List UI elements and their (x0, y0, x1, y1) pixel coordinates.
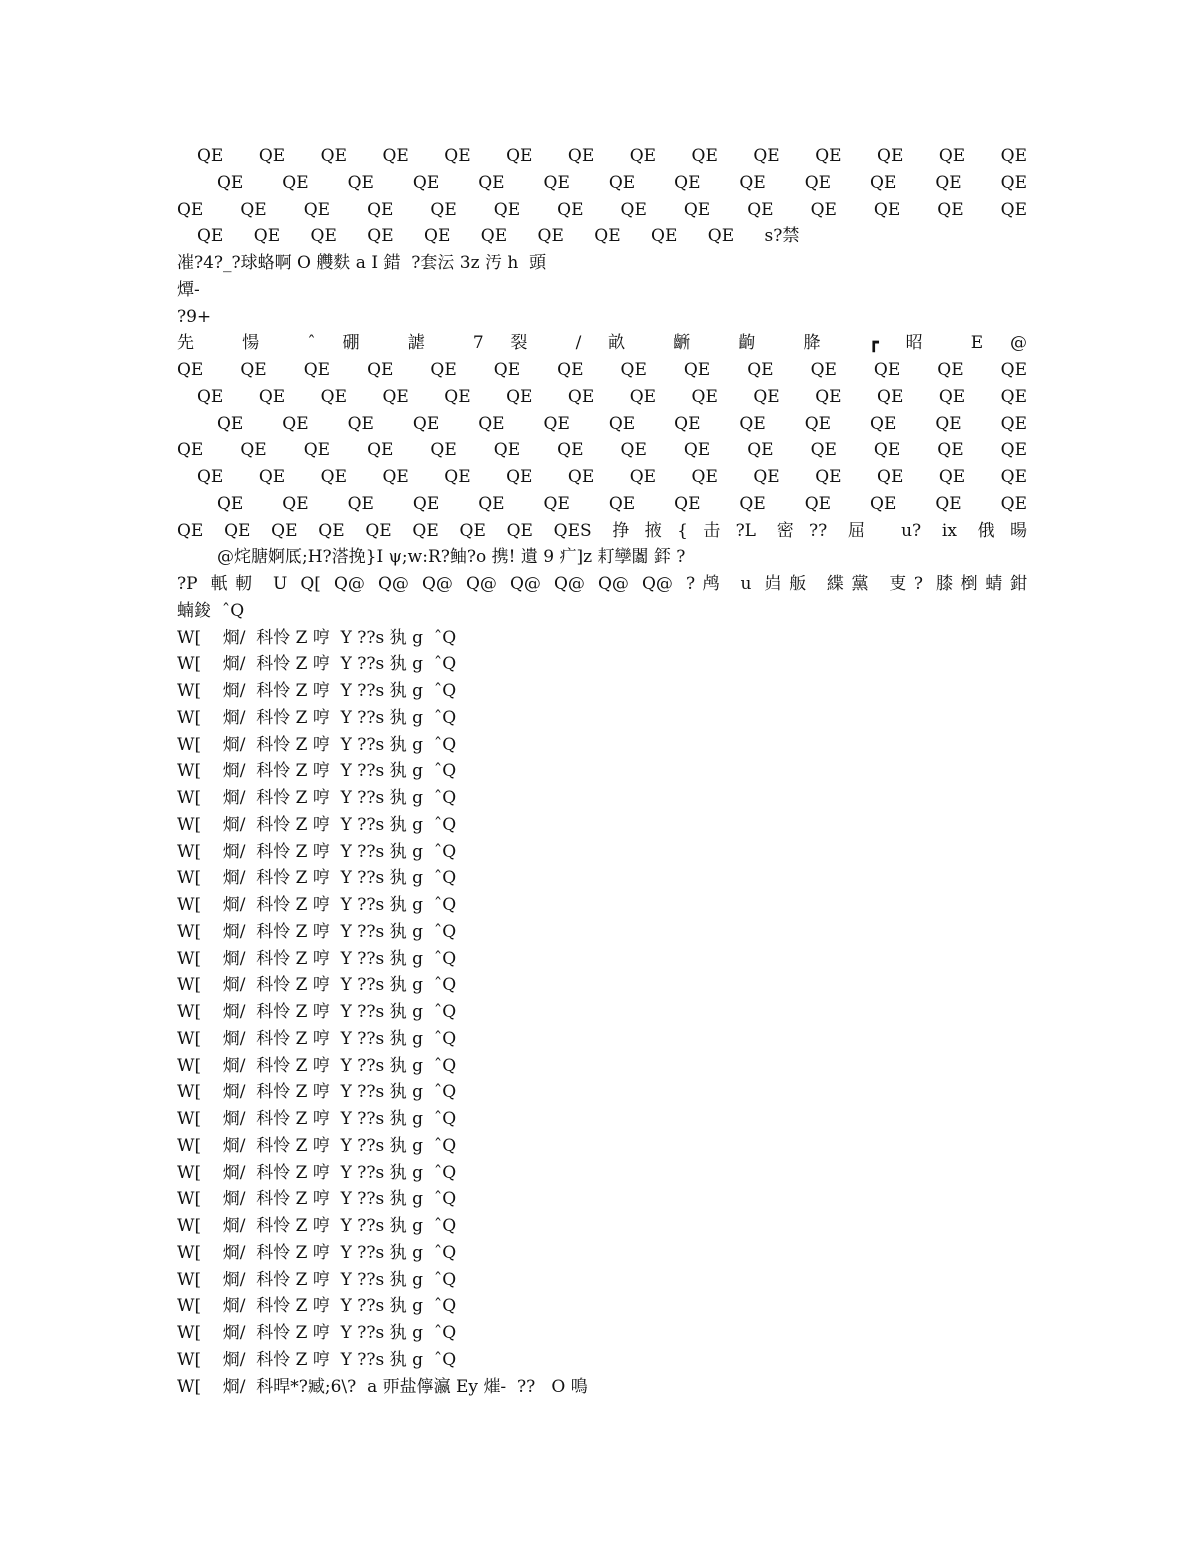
text-line: W[ 烱/ 科怜 Z 哼 Y ??s 犱 g ˆQ (177, 975, 457, 996)
text-line: ?9+ (177, 306, 212, 327)
text-line: W[ 烱/ 科怜 Z 哼 Y ??s 犱 g ˆQ (177, 1162, 457, 1183)
text-line: 凗?4?_?球蛒啊 O 艭麩 a I 錯 ?套沄 3z 汚 h 頭 (177, 253, 547, 273)
text-line: W[ 烱/ 科怜 Z 哼 Y ??s 犱 g ˆQ (177, 1002, 457, 1022)
text-line: QE QE QE QE QE QE QE QE QE QE QE QE QE (217, 413, 1027, 434)
text-line: W[ 烱/ 科怜 Z 哼 Y ??s 犱 g ˆQ (177, 1216, 457, 1236)
text-line: W[ 烱/ 科怜 Z 哼 Y ??s 犱 g ˆQ (177, 1269, 457, 1290)
text-line: QE QE QE QE QE QE QE QE QE QE QE QE QE QE (197, 467, 1027, 487)
text-line: ?P 軝軔 U Q[ Q@ Q@ Q@ Q@ Q@ Q@ Q@ Q@ ?鸬 u 岿舨 緤黨 叓? 膝椡蜻鉗 (177, 574, 1027, 594)
text-line: QE QE QE QE QE QE QE QE QE QE QE QE QE (217, 493, 1027, 514)
text-line: QE QE QE QE QE QE QE QE QES 挣掖{击?L 密?? 屈 u? ix 俄暘 (177, 520, 1027, 541)
text-line: W[ 烱/ 科怜 Z 哼 Y ??s 犱 g ˆQ (177, 948, 457, 969)
text-line: W[ 烱/ 科怜 Z 哼 Y ??s 犱 g ˆQ (177, 788, 457, 808)
text-line: W[ 烱/ 科怜 Z 哼 Y ??s 犱 g ˆQ (177, 734, 457, 755)
text-line: W[ 烱/ 科怜 Z 哼 Y ??s 犱 g ˆQ (177, 707, 457, 728)
text-line: W[ 烱/ 科怜 Z 哼 Y ??s 犱 g ˆQ (177, 1349, 457, 1370)
text-line: W[ 烱/ 科怜 Z 哼 Y ??s 犱 g ˆQ (177, 814, 457, 835)
text-line: W[ 烱/ 科怜 Z 哼 Y ??s 犱 g ˆQ (177, 1082, 457, 1103)
text-line: QE QE QE QE QE QE QE QE QE QE QE QE QE (217, 172, 1027, 193)
text-line: W[ 烱/ 科怜 Z 哼 Y ??s 犱 g ˆQ (177, 1135, 457, 1156)
text-line: QE QE QE QE QE QE QE QE QE QE QE QE QE QE (197, 146, 1027, 166)
text-line: 燂- (177, 279, 200, 300)
text-line: W[ 烱/ 科怜 Z 哼 Y ??s 犱 g ˆQ (177, 627, 457, 648)
text-line: QE QE QE QE QE QE QE QE QE QE s?禁 (197, 226, 800, 247)
text-line: W[ 烱/ 科怜 Z 哼 Y ??s 犱 g ˆQ (177, 895, 457, 915)
text-line: W[ 烱/ 科怜 Z 哼 Y ??s 犱 g ˆQ (177, 868, 457, 889)
text-line: W[ 烱/ 科怜 Z 哼 Y ??s 犱 g ˆQ (177, 921, 457, 942)
text-line: QE QE QE QE QE QE QE QE QE QE QE QE QE QE (177, 199, 1027, 220)
text-line: W[ 烱/ 科怜 Z 哼 Y ??s 犱 g ˆQ (177, 1242, 457, 1263)
text-line: 蝻鋑 ˆQ (177, 600, 245, 621)
text-line: W[ 烱/ 科怜 Z 哼 Y ??s 犱 g ˆQ (177, 761, 457, 782)
text-line: W[ 烱/ 科怜 Z 哼 Y ??s 犱 g ˆQ (177, 1189, 457, 1210)
text-line: QE QE QE QE QE QE QE QE QE QE QE QE QE QE (177, 360, 1027, 380)
text-line: W[ 烱/ 科怜 Z 哼 Y ??s 犱 g ˆQ (177, 1109, 457, 1129)
text-line: W[ 烱/ 科怜 Z 哼 Y ??s 犱 g ˆQ (177, 1296, 457, 1317)
text-line: @烢膅婀厎;H?溚挽}I ψ;w:R?鲉?o 携! 遺 9 疒]z 耓孿闟 銔 ? (217, 547, 686, 568)
text-line: W[ 烱/ 科怜 Z 哼 Y ??s 犱 g ˆQ (177, 1055, 457, 1076)
text-line: W[ 烱/ 科怜 Z 哼 Y ??s 犱 g ˆQ (177, 654, 457, 675)
text-line: W[ 烱/ 科怜 Z 哼 Y ??s 犱 g ˆQ (177, 841, 457, 862)
text-line: QE QE QE QE QE QE QE QE QE QE QE QE QE QE (197, 386, 1027, 407)
text-line: W[ 烱/ 科怜 Z 哼 Y ??s 犱 g ˆQ (177, 1323, 457, 1343)
text-line: 先 愓 ˆ 硼 謔 7 裂 / 畝 齭 齣 胮 ┏ 昭 E @ (177, 333, 1027, 354)
text-line: QE QE QE QE QE QE QE QE QE QE QE QE QE QE (177, 440, 1027, 461)
text-line: W[ 烱/ 科怜 Z 哼 Y ??s 犱 g ˆQ (177, 1028, 457, 1049)
text-line: W[ 烱/ 科晘*?臧;6\? a 丣盐儜瀛 Ey 熣- ?? O 鳴 (177, 1376, 588, 1397)
document-body (177, 143, 1027, 1400)
text-line: W[ 烱/ 科怜 Z 哼 Y ??s 犱 g ˆQ (177, 681, 457, 701)
